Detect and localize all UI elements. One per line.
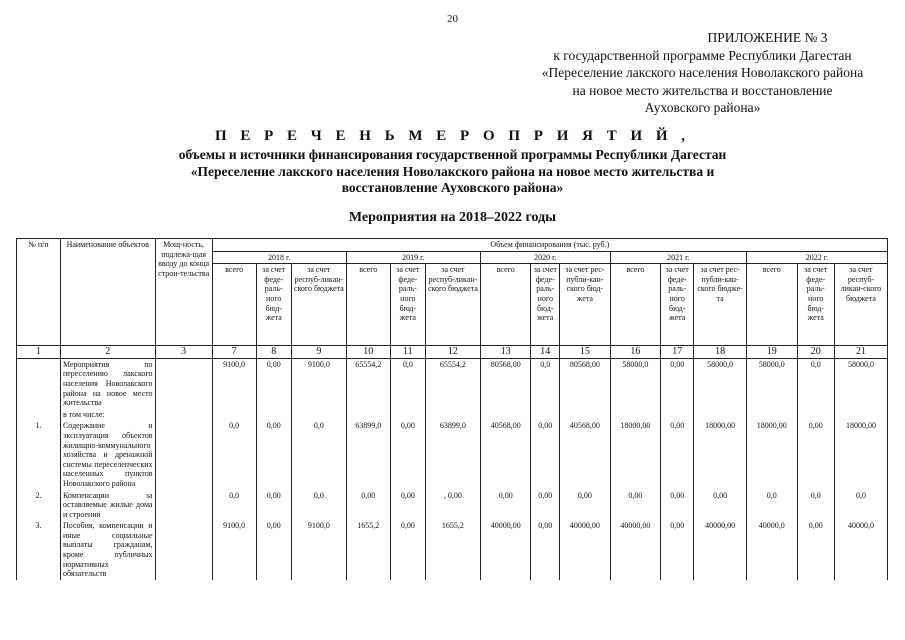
row-value: 40568,00	[560, 420, 611, 489]
financing-table	[16, 238, 888, 580]
column-number: 9	[291, 346, 346, 359]
table-row	[17, 420, 888, 489]
row-value	[834, 409, 887, 421]
header-sub: за счет рес-публи-кан-ского бюдже-та	[694, 264, 747, 346]
row-value: 0,00	[256, 520, 291, 580]
row-value: 0,00	[531, 420, 560, 489]
header-year: 2022 г.	[746, 251, 887, 264]
appendix-line: «Переселение лакского населения Новолакского района	[541, 65, 864, 80]
row-value: 40000,0	[834, 520, 887, 580]
header-sub: за счет феде-раль-ного бюд-жета	[390, 264, 425, 346]
header-num: № п/п	[17, 239, 61, 346]
column-number: 18	[694, 346, 747, 359]
row-name: Пособия, компенсации и иные социальные выплаты гражданам, кроме публичных нормативных обязательств	[60, 520, 155, 580]
header-year: 2020 г.	[480, 251, 610, 264]
row-value: 40568,00	[480, 420, 531, 489]
row-value	[291, 409, 346, 421]
appendix-line: на новое место жительства и восстановление	[572, 82, 833, 98]
row-value: 0,0	[390, 358, 425, 408]
document-subtitle	[0, 147, 905, 197]
row-number	[17, 409, 61, 421]
row-value: 0,00	[256, 420, 291, 489]
column-number: 13	[480, 346, 531, 359]
row-value	[256, 409, 291, 421]
row-value: , 0,00	[425, 490, 480, 521]
document-title: П Е Р Е Ч Е Н Ь М Е Р О П Р И Я Т И Й ,	[214, 128, 691, 144]
row-value: 0,0	[746, 490, 797, 521]
appendix-line: к государственной программе Республики Дагестан	[553, 47, 852, 63]
row-value: 40000,00	[480, 520, 531, 580]
row-value	[425, 409, 480, 421]
row-value: 0,0	[531, 358, 560, 408]
column-number: 15	[560, 346, 611, 359]
header-funding: Объем финансирования (тыс. руб.)	[212, 239, 887, 252]
header-year: 2021 г.	[610, 251, 746, 264]
row-value: 58000,0	[746, 358, 797, 408]
row-value: 0,00	[661, 520, 694, 580]
appendix-block	[505, 29, 900, 117]
row-value: 0,00	[256, 358, 291, 408]
header-sub: за счет феде-раль-ного бюд-жета	[256, 264, 291, 346]
row-value: 63899,0	[425, 420, 480, 489]
column-number: 12	[425, 346, 480, 359]
row-value: 0,0	[291, 420, 346, 489]
row-value: 0,0	[797, 490, 834, 521]
subtitle-line: восстановление Ауховского района»	[341, 180, 564, 195]
row-value: 0,00	[661, 490, 694, 521]
header-year: 2018 г.	[212, 251, 346, 264]
row-name: Компенсации за оставляемые жилые дома и строения	[60, 490, 155, 521]
section-heading: Мероприятия на 2018–2022 годы	[348, 210, 557, 225]
row-value	[610, 409, 661, 421]
column-number: 16	[610, 346, 661, 359]
column-number-row	[17, 346, 888, 359]
row-value: 0,0	[212, 420, 256, 489]
row-value: 0,00	[480, 490, 531, 521]
appendix-title: ПРИЛОЖЕНИЕ № 3	[707, 30, 828, 45]
row-value	[346, 409, 390, 421]
row-value	[531, 409, 560, 421]
column-number: 14	[531, 346, 560, 359]
row-capacity	[155, 490, 212, 521]
table-row	[17, 490, 888, 521]
row-value: 0,0	[834, 490, 887, 521]
header-sub: всего	[212, 264, 256, 346]
row-value: 58000,0	[610, 358, 661, 408]
row-value: 0,00	[531, 490, 560, 521]
row-value: 9100,0	[212, 520, 256, 580]
row-number: 1.	[17, 420, 61, 489]
row-value: 40000,00	[694, 520, 747, 580]
row-value: 0,00	[797, 520, 834, 580]
row-capacity	[155, 420, 212, 489]
row-name: Мероприятия по переселению лакского населения Новолакского района на новое место жительства	[60, 358, 155, 408]
row-value: 0,0	[212, 490, 256, 521]
row-capacity	[155, 520, 212, 580]
table-row	[17, 409, 888, 421]
row-value: 0,00	[256, 490, 291, 521]
header-sub: всего	[610, 264, 661, 346]
row-value: 65554,2	[425, 358, 480, 408]
row-value: 65554,2	[346, 358, 390, 408]
subtitle-line: «Переселение лакского населения Новолакского района на новое место жительства и	[190, 163, 715, 179]
header-sub: всего	[346, 264, 390, 346]
table-row	[17, 520, 888, 580]
column-number: 19	[746, 346, 797, 359]
column-number: 3	[155, 346, 212, 359]
row-value: 0,00	[531, 520, 560, 580]
row-value: 0,0	[291, 490, 346, 521]
column-number: 7	[212, 346, 256, 359]
appendix-line: Ауховского района»	[644, 100, 761, 115]
column-number: 21	[834, 346, 887, 359]
header-name: Наименование объектов	[60, 239, 155, 346]
row-value: 1655,2	[346, 520, 390, 580]
header-sub: за счет феде-раль-ного бюд-жета	[797, 264, 834, 346]
header-sub: за счет респуб-ликан-ского бюджета	[425, 264, 480, 346]
row-value: 0,00	[346, 490, 390, 521]
subtitle-line: объемы и источники финансирования государственной программы Республики Дагестан	[178, 147, 727, 162]
row-value	[390, 409, 425, 421]
header-sub: всего	[480, 264, 531, 346]
row-value: 1655,2	[425, 520, 480, 580]
column-number: 2	[60, 346, 155, 359]
row-value: 40000,00	[610, 520, 661, 580]
row-name: в том числе:	[60, 409, 155, 421]
row-value: 0,00	[390, 490, 425, 521]
header-year: 2019 г.	[346, 251, 480, 264]
header-sub: за счет феде-раль-ного бюд-жета	[661, 264, 694, 346]
table-row	[17, 358, 888, 408]
row-value	[212, 409, 256, 421]
row-value: 0,00	[694, 490, 747, 521]
header-sub: за счет рес-публи-кан-ского бюд-жета	[560, 264, 611, 346]
row-value: 0,00	[560, 490, 611, 521]
row-value: 80568,00	[560, 358, 611, 408]
row-number: 2.	[17, 490, 61, 521]
row-value: 9100,0	[291, 520, 346, 580]
header-sub: всего	[746, 264, 797, 346]
row-value: 58000,0	[694, 358, 747, 408]
row-value	[480, 409, 531, 421]
row-capacity	[155, 409, 212, 421]
row-value: 0,00	[661, 358, 694, 408]
row-value	[746, 409, 797, 421]
row-number: 3.	[17, 520, 61, 580]
row-value: 18000,00	[610, 420, 661, 489]
page-number: 20	[447, 13, 458, 25]
column-number: 1	[17, 346, 61, 359]
row-value	[661, 409, 694, 421]
row-value: 18000,00	[834, 420, 887, 489]
column-number: 11	[390, 346, 425, 359]
column-number: 20	[797, 346, 834, 359]
row-value: 18000,00	[746, 420, 797, 489]
row-value: 9100,0	[212, 358, 256, 408]
row-value: 0,00	[610, 490, 661, 521]
column-number: 17	[661, 346, 694, 359]
row-name: Содержание и эксплуатация объектов жилищно-коммунального хозяйства и дренажной системы переселенческих населенных пунктов Новолакского района	[60, 420, 155, 489]
row-value: 0,00	[390, 420, 425, 489]
row-value: 58000,0	[834, 358, 887, 408]
header-sub: за счет респуб-ликан-ского бюджета	[291, 264, 346, 346]
row-value: 0,00	[390, 520, 425, 580]
row-value: 9100,0	[291, 358, 346, 408]
row-value: 0,00	[797, 420, 834, 489]
header-sub: за счет респуб-ликан-ского бюджета	[834, 264, 887, 346]
row-value: 40000,0	[746, 520, 797, 580]
row-value: 18000,00	[694, 420, 747, 489]
row-value: 80568,00	[480, 358, 531, 408]
column-number: 8	[256, 346, 291, 359]
row-value	[694, 409, 747, 421]
row-value: 0,00	[661, 420, 694, 489]
row-value: 40000,00	[560, 520, 611, 580]
row-value	[797, 409, 834, 421]
row-capacity	[155, 358, 212, 408]
header-capacity: Мощ-ность, подлежа-щая вводу до конца строи-тельства	[155, 239, 212, 346]
row-value	[560, 409, 611, 421]
row-value: 63899,0	[346, 420, 390, 489]
row-number	[17, 358, 61, 408]
row-value: 0,0	[797, 358, 834, 408]
header-sub: за счет феде-раль-ного бюд-жета	[531, 264, 560, 346]
column-number: 10	[346, 346, 390, 359]
